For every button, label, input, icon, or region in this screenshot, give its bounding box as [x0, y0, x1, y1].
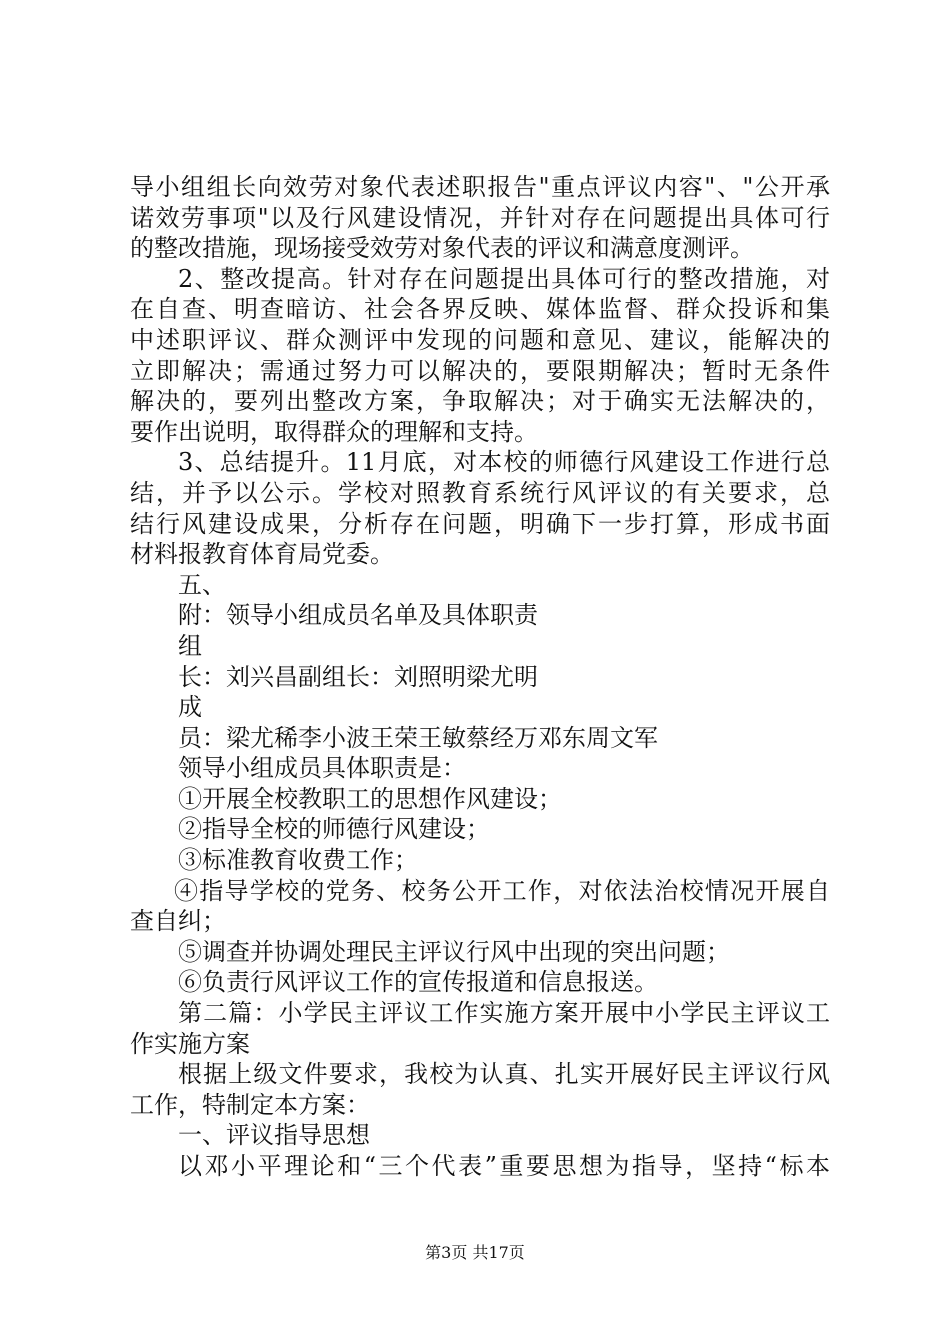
text-line: 成 [178, 693, 202, 722]
text-line: 解决的，要列出整改方案，争取解决；对于确实无法解决的， [130, 387, 830, 416]
section-heading: 一、评议指导思想 [178, 1121, 370, 1150]
text-line: 结行风建设成果，分析存在问题，明确下一步打算，形成书面 [130, 509, 830, 538]
text-line: 附：领导小组成员名单及具体职责 [178, 601, 538, 630]
text-line: 材料报教育体育局党委。 [130, 540, 394, 569]
list-item: ④指导学校的党务、校务公开工作，对依法治校情况开展自 [174, 876, 830, 905]
section-heading: 五、 [178, 570, 226, 599]
list-item: ①开展全校教职工的思想作风建设； [178, 784, 562, 813]
list-item: ②指导全校的师德行风建设； [178, 815, 490, 844]
text-line: 组 [178, 631, 202, 660]
text-line: 的整改措施，现场接受效劳对象代表的评议和满意度测评。 [130, 234, 754, 263]
page-footer: 第3页 共17页 [425, 1243, 525, 1262]
text-line: 以邓小平理论和“三个代表”重要思想为指导，坚持“标本 [178, 1152, 830, 1180]
text-line: 工作，特制定本方案： [130, 1090, 370, 1119]
document-body [130, 172, 830, 1182]
text-line: 要作出说明，取得群众的理解和支持。 [130, 417, 538, 446]
text-line: 领导小组成员具体职责是： [178, 754, 466, 783]
text-line: 员：梁尤稀李小波王荣王敏蔡经万邓东周文军 [178, 723, 658, 752]
text-line: 作实施方案 [130, 1029, 250, 1058]
text-line: 查自纠； [130, 907, 226, 936]
list-item: ⑥负责行风评议工作的宣传报道和信息报送。 [178, 968, 658, 997]
text-line: 2、整改提高。针对存在问题提出具体可行的整改措施，对 [178, 264, 830, 293]
text-line: 导小组组长向效劳对象代表述职报告"重点评议内容"、"公开承 [130, 173, 830, 201]
text-line: 根据上级文件要求，我校为认真、扎实开展好民主评议行风 [178, 1060, 830, 1089]
text-line: 在自查、明查暗访、社会各界反映、媒体监督、群众投诉和集 [130, 295, 830, 324]
text-line: 立即解决；需通过努力可以解决的，要限期解决；暂时无条件 [130, 356, 830, 385]
text-line: 长：刘兴昌副组长：刘照明梁尤明 [178, 662, 538, 691]
text-line: 诺效劳事项"以及行风建设情况，并针对存在问题提出具体可行 [130, 203, 830, 232]
text-line: 3、总结提升。11月底，对本校的师德行风建设工作进行总 [178, 448, 830, 477]
list-item: ⑤调查并协调处理民主评议行风中出现的突出问题； [178, 937, 730, 966]
text-line: 结，并予以公示。学校对照教育系统行风评议的有关要求，总 [130, 478, 830, 507]
list-item: ③标准教育收费工作； [178, 846, 418, 875]
section-heading: 第二篇：小学民主评议工作实施方案开展中小学民主评议工 [178, 999, 830, 1028]
text-line: 中述职评议、群众测评中发现的问题和意见、建议，能解决的 [130, 325, 830, 354]
